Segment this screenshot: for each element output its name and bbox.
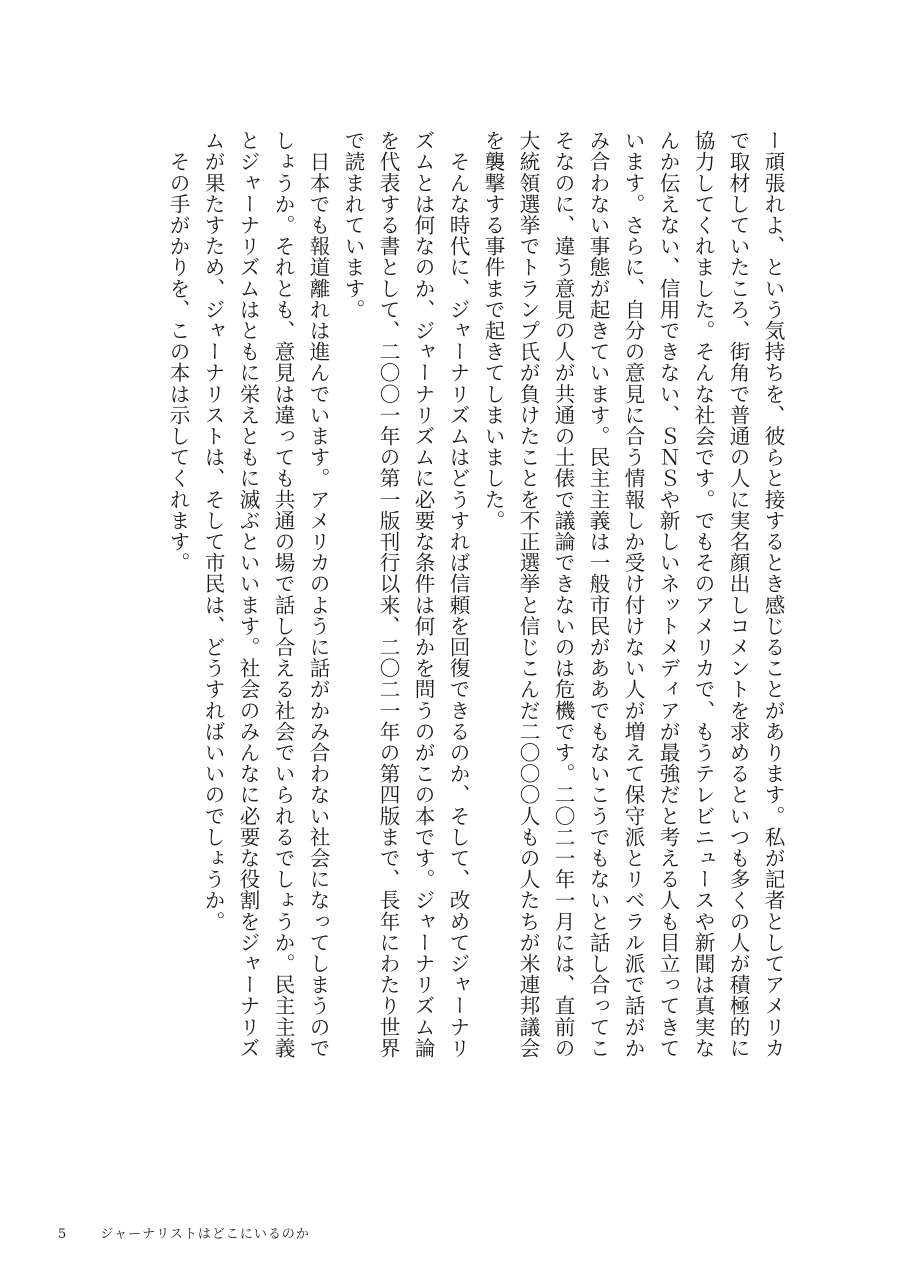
page-footer [58, 1223, 310, 1242]
paragraph-3: 日本でも報道離れは進んでいます。アメリカのように話がかみ合わない社会になってしまうので しょうか。それとも、意見は違っても共通の場で話し合える社会でいられるでしょうか。民主主義 とジャーナリズムはともに栄えともに滅ぶといいます。社会のみんなに必要な役割をジャーナリズ ムが果たすため、ジャーナリストは、そして市民は、どうすればいいのでしょうか。 [201, 130, 330, 1059]
paragraph-4: その手がかりを、この本は示してくれます。 [166, 130, 190, 574]
running-title: ジャーナリストはどこにいるのか [100, 1227, 310, 1242]
page-number: 5 [58, 1227, 67, 1242]
body-text [150, 130, 790, 1130]
paragraph-2: そんな時代に、ジャーナリズムはどうすれば信頼を回復できるのか、そして、改めてジャーナリ ズムとは何なのか、ジャーナリズムに必要な条件は何かを問うのがこの本です。ジャーナリズム論 を代表する書として、二〇〇一年の第一版刊行以来、二〇二一年の第四版まで、長年にわたり世界 で読まれています。 [341, 130, 470, 1059]
paragraph-1: ー頑張れよ、という気持ちを、彼らと接するとき感じることがあります。私が記者としてアメリカ で取材していたころ、街角で普通の人に実名顔出しコメントを求めるといつも多くの人が積極的に 協力してくれました。そんな社会です。でもそのアメリカで、もうテレビニュースや新聞は真実な んか伝えない、信用できない、ＳＮＳや新しいネットメディアが最強だと考える人も目立ってきて います。さらに、自分の意見に合う情報しか受け付けない人が増えて保守派とリベラル派で話がか み合わない事態が起きています。民主主義は一般市民がああでもないこうでもないと話し合ってこ そなのに、違う意見の人が共通の土俵で議論できないのは危機です。二〇二一年一月には、直前の 大統領選挙でトランプ氏が負けたことを不正選挙と信じこんだ二〇〇〇人もの人たちが米連邦議会 を襲撃する事件まで起きてしまいました。 [481, 130, 785, 1059]
